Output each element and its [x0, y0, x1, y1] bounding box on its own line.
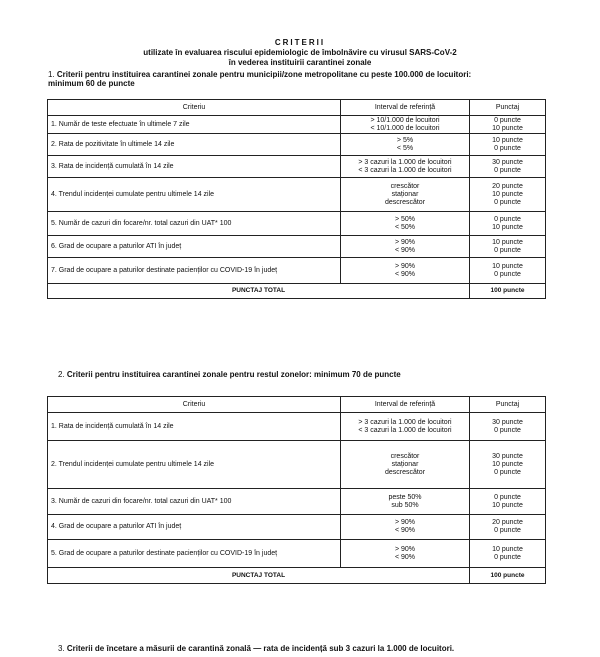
criterion-cell: 2. Rata de pozitivitate în ultimele 14 zile	[48, 134, 341, 156]
interval-cell	[341, 156, 470, 178]
interval-value: peste 50%	[388, 493, 422, 501]
points-value: 10 puncte	[492, 238, 523, 246]
total-label: PUNCTAJ TOTAL	[48, 568, 470, 584]
interval-cell	[341, 540, 470, 568]
interval-cell	[341, 134, 470, 156]
interval-value: < 90%	[394, 553, 416, 561]
points-value: 0 puncte	[494, 426, 521, 434]
criterion-cell: 5. Grad de ocupare a paturilor destinate pacienților cu COVID-19 în județ	[48, 540, 341, 568]
criterion-cell: 6. Grad de ocupare a paturilor ATI în județ	[48, 236, 341, 258]
criterion-cell: 5. Număr de cazuri din focare/nr. total cazuri din UAT* 100	[48, 212, 341, 236]
points-cell	[470, 212, 546, 236]
section-number: 1.	[48, 70, 55, 79]
interval-cell	[341, 236, 470, 258]
points-value: 0 puncte	[494, 270, 521, 278]
points-value: 0 puncte	[494, 116, 521, 124]
interval-value: < 10/1.000 de locuitori	[370, 124, 440, 132]
interval-value: < 3 cazuri la 1.000 de locuitori	[358, 166, 452, 174]
table-header-row	[48, 100, 546, 116]
criterion-cell: 1. Număr de teste efectuate în ultimele 7 zile	[48, 116, 341, 134]
points-value: 0 puncte	[494, 527, 521, 534]
section-2-heading	[58, 370, 578, 379]
points-value: 0 puncte	[494, 493, 521, 501]
criterion-cell: 3. Număr de cazuri din focare/nr. total cazuri din UAT* 100	[48, 489, 341, 515]
criterion-cell: 1. Rata de incidență cumulată în 14 zile	[48, 413, 341, 441]
criterion-cell: 3. Rata de incidență cumulată în 14 zile	[48, 156, 341, 178]
total-label: PUNCTAJ TOTAL	[48, 284, 470, 299]
points-cell	[470, 116, 546, 134]
interval-cell	[341, 413, 470, 441]
points-value: 10 puncte	[492, 136, 523, 144]
points-cell	[470, 258, 546, 284]
points-value: 0 puncte	[494, 144, 521, 152]
section-2-heading-text: Criterii pentru instituirea carantinei zonale pentru restul zonelor: minimum 70 de puncte	[66, 370, 401, 379]
table-row	[48, 413, 546, 441]
column-header-interval: Interval de referință	[341, 100, 470, 116]
interval-value: > 3 cazuri la 1.000 de locuitori	[358, 158, 452, 166]
interval-value: > 5%	[396, 136, 414, 144]
points-value: 0 puncte	[494, 215, 521, 223]
column-header-criteriu: Criteriu	[48, 100, 341, 116]
interval-value: > 10/1.000 de locuitori	[370, 116, 440, 124]
interval-value: > 90%	[394, 262, 416, 270]
table-row	[48, 178, 546, 212]
points-value: 10 puncte	[492, 190, 523, 198]
section-number: 3.	[58, 644, 65, 653]
total-row	[48, 568, 546, 584]
interval-value: < 50%	[394, 223, 416, 231]
table-row	[48, 212, 546, 236]
table-row	[48, 515, 546, 540]
interval-value: staționar	[391, 460, 419, 468]
interval-cell	[341, 258, 470, 284]
interval-value: > 90%	[394, 519, 416, 526]
total-value: 100 puncte	[470, 568, 546, 584]
points-value: 30 puncte	[492, 158, 523, 166]
points-cell	[470, 441, 546, 489]
section-1-heading-text: Criterii pentru instituirea carantinei zonale pentru municipii/zone metropolitane cu peste 100.000 de locuitori:	[56, 70, 472, 79]
table-row	[48, 134, 546, 156]
table-row	[48, 156, 546, 178]
points-value: 10 puncte	[492, 501, 523, 509]
document-subtitle: utilizate în evaluarea riscului epidemiologic de îmbolnăvire cu virusul SARS-CoV-2	[143, 48, 457, 57]
interval-cell	[341, 212, 470, 236]
criteria-table-1	[47, 99, 546, 299]
interval-value: < 90%	[394, 527, 416, 534]
column-header-punctaj: Punctaj	[470, 100, 546, 116]
interval-value: < 3 cazuri la 1.000 de locuitori	[358, 426, 452, 434]
table-row	[48, 236, 546, 258]
points-value: 0 puncte	[494, 468, 521, 476]
points-cell	[470, 540, 546, 568]
points-value: 10 puncte	[492, 545, 523, 553]
interval-value: crescător	[390, 182, 420, 190]
table-row	[48, 116, 546, 134]
table-row	[48, 489, 546, 515]
table-row	[48, 540, 546, 568]
table-row	[48, 258, 546, 284]
total-value: 100 puncte	[470, 284, 546, 299]
interval-value: descrescător	[384, 468, 426, 476]
points-value: 30 puncte	[492, 418, 523, 426]
interval-value: > 90%	[394, 545, 416, 553]
interval-value: > 50%	[394, 215, 416, 223]
points-cell	[470, 156, 546, 178]
interval-cell	[341, 515, 470, 540]
interval-cell	[341, 116, 470, 134]
interval-value: > 3 cazuri la 1.000 de locuitori	[358, 418, 452, 426]
interval-value: staționar	[391, 190, 419, 198]
points-value: 10 puncte	[492, 124, 523, 132]
table-header-row	[48, 397, 546, 413]
interval-value: < 5%	[396, 144, 414, 152]
points-cell	[470, 413, 546, 441]
points-value: 10 puncte	[492, 223, 523, 231]
criterion-cell: 4. Trendul incidenței cumulate pentru ultimele 14 zile	[48, 178, 341, 212]
interval-value: descrescător	[384, 198, 426, 206]
interval-value: sub 50%	[391, 501, 419, 509]
document-subtitle-2: în vederea instituirii carantinei zonale	[228, 58, 372, 67]
section-1-heading-line2: minimum 60 de puncte	[48, 79, 135, 88]
interval-cell	[341, 489, 470, 515]
criterion-cell: 2. Trendul incidenței cumulate pentru ultimele 14 zile	[48, 441, 341, 489]
points-value: 0 puncte	[494, 246, 521, 254]
points-value: 10 puncte	[492, 460, 523, 468]
points-value: 0 puncte	[494, 198, 521, 206]
section-3-heading-text: Criterii de încetare a măsurii de carantină zonală — rata de incidență sub 3 cazuri la 1.000 de locuitori.	[66, 644, 455, 653]
interval-value: < 90%	[394, 246, 416, 254]
document-title: CRITERII	[274, 38, 326, 47]
section-1-heading	[48, 70, 568, 88]
interval-cell	[341, 178, 470, 212]
section-number: 2.	[58, 370, 65, 379]
column-header-criteriu: Criteriu	[48, 397, 341, 413]
criteria-table-2	[47, 396, 546, 584]
points-value: 10 puncte	[492, 262, 523, 270]
points-value: 20 puncte	[492, 519, 523, 526]
points-cell	[470, 489, 546, 515]
criterion-cell: 7. Grad de ocupare a paturilor destinate pacienților cu COVID-19 în județ	[48, 258, 341, 284]
interval-cell	[341, 441, 470, 489]
points-cell	[470, 178, 546, 212]
total-row	[48, 284, 546, 299]
points-cell	[470, 236, 546, 258]
points-cell	[470, 134, 546, 156]
points-value: 0 puncte	[494, 553, 521, 561]
points-value: 20 puncte	[492, 182, 523, 190]
points-value: 30 puncte	[492, 452, 523, 460]
points-value: 0 puncte	[494, 166, 521, 174]
interval-value: > 90%	[394, 238, 416, 246]
section-3-heading	[58, 644, 578, 653]
interval-value: < 90%	[394, 270, 416, 278]
points-cell	[470, 515, 546, 540]
interval-value: crescător	[390, 452, 420, 460]
column-header-punctaj: Punctaj	[470, 397, 546, 413]
table-row	[48, 441, 546, 489]
criterion-cell: 4. Grad de ocupare a paturilor ATI în județ	[48, 515, 341, 540]
column-header-interval: Interval de referință	[341, 397, 470, 413]
